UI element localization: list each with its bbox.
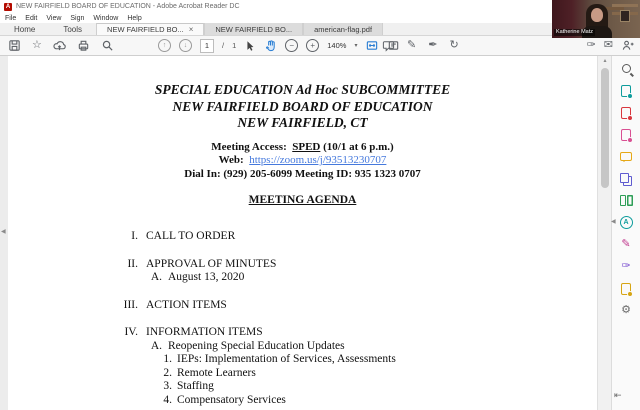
agenda-label: IEPs: Implementation of Services, Assessments (177, 353, 396, 365)
hand-tool-icon[interactable] (264, 39, 277, 52)
combine-files-icon[interactable] (619, 172, 633, 185)
agenda-list (8, 230, 597, 407)
document-title (8, 82, 597, 132)
agenda-item-action-items (8, 299, 597, 313)
agenda-label: Compensatory Services (177, 393, 286, 406)
zoom-in-icon[interactable]: + (306, 39, 319, 52)
create-pdf-icon[interactable] (619, 106, 633, 119)
tab-tools[interactable]: Tools (63, 24, 83, 34)
agenda-num: A. (150, 339, 162, 352)
access-time: (10/1 at 6 p.m.) (323, 140, 394, 153)
title-line-2: NEW FAIRFIELD BOARD OF EDUCATION (172, 98, 433, 114)
agenda-num: I. (131, 230, 138, 242)
save-icon[interactable] (8, 39, 21, 52)
meeting-access-block (8, 141, 597, 182)
agenda-num: II. (127, 257, 138, 270)
next-page-icon[interactable]: ↓ (179, 39, 192, 52)
request-signatures-tool-icon[interactable]: ✑ (621, 260, 631, 272)
access-line-1 (8, 141, 597, 155)
adobe-reader-icon: A (5, 3, 11, 10)
agenda-item-call-to-order (8, 230, 597, 244)
left-pane-collapse-icon[interactable]: ◀ (1, 229, 6, 235)
menu-file[interactable]: File (5, 14, 17, 22)
agenda-num: A. (150, 271, 162, 283)
more-tools-icon[interactable]: ⚙ (621, 304, 631, 316)
menu-sign[interactable]: Sign (70, 14, 85, 22)
page-number-input[interactable]: 1 (200, 39, 214, 53)
agenda-label: Staffing (177, 380, 214, 392)
agenda-num: 2. (163, 366, 172, 379)
menu-bar (0, 13, 640, 23)
agenda-subitem-minutes-date (8, 271, 597, 285)
expand-pane-icon[interactable]: ⇤ (614, 390, 622, 400)
agenda-heading: MEETING AGENDA (248, 194, 357, 206)
comment-tool-icon[interactable] (619, 150, 633, 163)
agenda-subitem-remote-learners (8, 367, 597, 381)
access-code: SPED (292, 140, 321, 153)
agenda-subitem-compensatory-services (8, 394, 597, 408)
main-toolbar (0, 36, 640, 56)
upload-cloud-icon[interactable] (53, 39, 66, 52)
send-for-review-icon[interactable]: ↻ (449, 39, 459, 51)
fill-sign-icon[interactable]: ✎ (621, 238, 631, 250)
certificates-icon[interactable] (619, 282, 633, 295)
web-colon: : (240, 154, 244, 166)
title-line-1: SPECIAL EDUCATION Ad Hoc SUBCOMMITTEE (154, 82, 451, 97)
menu-view[interactable]: View (46, 14, 62, 22)
access-line-2 (8, 154, 597, 168)
agenda-label: Remote Learners (177, 366, 256, 379)
highlight-pencil-icon[interactable]: ✎ (407, 39, 417, 51)
vertical-scrollbar[interactable] (597, 56, 611, 410)
agenda-label: CALL TO ORDER (146, 230, 236, 242)
export-pdf-icon[interactable] (619, 84, 633, 97)
access-label: Meeting Access: (211, 140, 287, 153)
tab-document-2[interactable] (204, 23, 303, 35)
menu-help[interactable]: Help (127, 14, 142, 22)
menu-window[interactable]: Window (93, 14, 119, 22)
web-label: Web (218, 154, 241, 166)
tab-document-3[interactable] (303, 23, 383, 35)
organize-pages-icon[interactable] (619, 194, 633, 207)
participant-face (591, 8, 603, 22)
fit-width-icon[interactable] (365, 39, 379, 52)
agenda-num: IV. (124, 326, 138, 338)
agenda-subitem-reopening-updates (8, 340, 597, 354)
previous-page-icon[interactable]: ↑ (158, 39, 171, 52)
fill-sign-pen-icon[interactable]: ✒ (428, 39, 438, 51)
page-total: 1 (232, 41, 237, 50)
tools-pane-collapse-icon[interactable]: ◀ (611, 219, 616, 225)
webcam-video-overlay (552, 0, 640, 38)
search-icon[interactable] (619, 62, 633, 75)
page-separator: / (222, 41, 225, 50)
agenda-label: APPROVAL OF MINUTES (146, 257, 277, 270)
share-email-icon[interactable]: ✉ (603, 39, 613, 51)
agenda-item-information-items (8, 326, 597, 340)
title-bar (0, 0, 640, 13)
share-person-icon[interactable] (621, 39, 634, 52)
agenda-num: III. (123, 298, 138, 311)
background-shelf (612, 4, 638, 7)
tab-document-1-active[interactable] (96, 23, 204, 35)
agenda-subitem-ieps (8, 353, 597, 367)
scroll-up-icon[interactable]: ▴ (603, 58, 607, 64)
access-line-3: Dial In: (929) 205-6099 Meeting ID: 935 1323 0707 (184, 167, 421, 180)
participant-name-label: Katherine Matz (556, 29, 593, 35)
agenda-label: ACTION ITEMS (146, 298, 227, 311)
tab-bar (0, 23, 640, 36)
agenda-label: Reopening Special Education Updates (168, 339, 345, 352)
select-tool-icon[interactable] (244, 40, 256, 52)
agenda-num: 3. (163, 380, 172, 392)
agenda-label: August 13, 2020 (168, 271, 245, 283)
edit-pdf-icon[interactable] (619, 128, 633, 141)
tab-document-2-label: NEW FAIRFIELD BO... (215, 24, 293, 34)
find-icon[interactable] (101, 39, 114, 52)
request-signatures-icon[interactable]: ✑ (586, 39, 596, 51)
zoom-level-value[interactable]: 140% (327, 41, 347, 50)
print-icon[interactable] (77, 39, 90, 52)
menu-edit[interactable]: Edit (25, 14, 38, 22)
zoom-out-icon[interactable]: − (285, 39, 298, 52)
scan-ocr-icon[interactable]: A (619, 216, 633, 229)
pdf-page[interactable] (8, 56, 597, 410)
background-picture-frame (620, 10, 630, 22)
tools-pane (611, 56, 640, 410)
window-title: NEW FAIRFIELD BOARD OF EDUCATION - Adobe Acrobat Reader DC (16, 3, 240, 10)
scrollbar-thumb[interactable] (601, 68, 609, 188)
comment-icon[interactable] (382, 39, 395, 52)
tab-close-icon[interactable]: × (188, 25, 194, 34)
tab-home[interactable]: Home (14, 24, 36, 34)
agenda-subitem-staffing (8, 380, 597, 394)
zoom-chevron-down-icon[interactable]: ▾ (354, 43, 358, 49)
agenda-label: INFORMATION ITEMS (146, 326, 263, 338)
agenda-num: 4. (163, 393, 172, 406)
agenda-num: 1. (163, 353, 172, 365)
tab-document-3-label: american-flag.pdf (314, 24, 373, 34)
star-icon[interactable]: ☆ (32, 39, 42, 51)
tab-document-1-label: NEW FAIRFIELD BO... (107, 25, 184, 34)
title-line-3: NEW FAIRFIELD, CT (237, 115, 368, 130)
agenda-item-approval-of-minutes (8, 258, 597, 272)
zoom-meeting-link[interactable]: https://zoom.us/j/93513230707 (249, 154, 387, 166)
